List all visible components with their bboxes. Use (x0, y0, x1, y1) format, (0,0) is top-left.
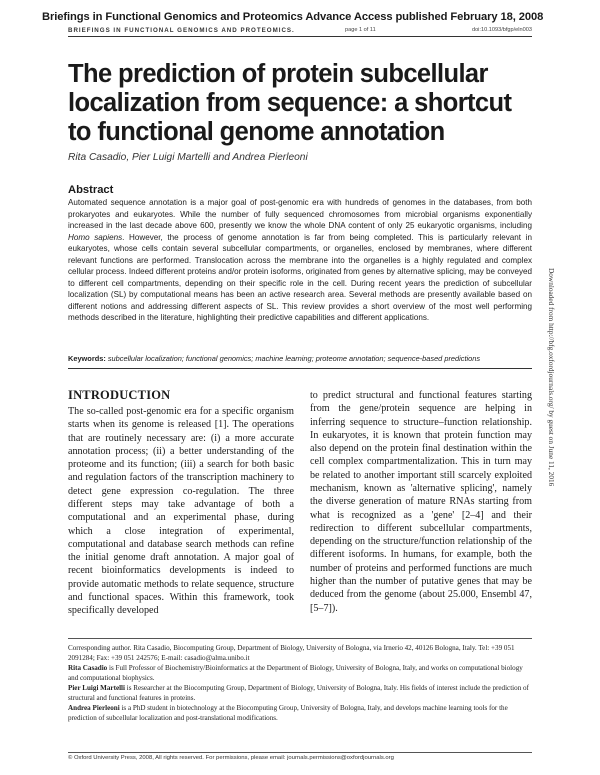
introduction-heading: INTRODUCTION (68, 388, 171, 402)
keywords-list: subcellular localization; functional genomics; machine learning; proteome annotation; sequence-based predictions (107, 354, 481, 363)
running-header-page: page 1 of 11 (345, 27, 376, 33)
abstract-italic-term: Homo sapiens (68, 232, 123, 242)
running-header-journal: BRIEFINGS IN FUNCTIONAL GENOMICS AND PROTEOMICS. (68, 27, 295, 34)
keywords-rule (68, 368, 532, 369)
advance-access-line: Briefings in Functional Genomics and Proteomics Advance Access published February 18, 2008 (42, 11, 544, 23)
introduction-right-column: to predict structural and functional features starting from the gene/protein sequence are helping in inferring sequence to structure–function relationship. In eukaryotes, it is known that protein function may also depend on the protein final destination within the cell complex compartmentalization. This in turn may be related to another important still scarcely exploited mechanism, known as 'alternative splicing', namely the diverse generation of mature RNAs starting from what is recognized as a 'gene' [2–4] and their redirection to different subcellular compartments, depending on the structure/function relationship of the different isoforms. In humans, for example, both the number of proteins and performed functions are much higher than the number of putative genes that may be deduced from the genome (about 25.000, Ensembl 47, [5–7]). (310, 390, 532, 614)
bottom-rule (68, 752, 532, 753)
author-bio (68, 663, 534, 683)
author-bio (68, 683, 534, 703)
article-title: The prediction of protein subcellular localization from sequence: a shortcut to functional genome annotation (68, 60, 512, 146)
footnotes (68, 643, 534, 723)
author-bio-name: Andrea Pierleoni (68, 704, 120, 713)
author-bio-text: is Full Professor of Biochemistry/Bioinformatics at the Department of Biology, University of Bologna, Italy, and works on computational biology and computational biophysics. (68, 664, 523, 683)
abstract-text-part-1: Automated sequence annotation is a major goal of post-genomic era with hundreds of genomes in the databases, from both prokaryotes and eukaryotes. While the number of fully sequenced chromosomes from microbial organisms exponentially increased in the last decade above 600, presently we know the whole DNA content of only 25 eukaryotic organisms, including (68, 198, 532, 231)
author-bio-text: is Researcher at the Biocomputing Group, Department of Biology, University of Bologna, Italy. His fields of interest include the prediction of structural and functional features in proteins. (68, 684, 529, 703)
running-header-doi: doi:10.1093/bfgp/eln003 (471, 27, 532, 33)
author-bio-name: Rita Casadio (68, 664, 108, 673)
corresponding-author-note: Corresponding author. Rita Casadio, Biocomputing Group, Department of Biology, University of Bologna, via Irnerio 42, 40126 Bologna, Italy. Tel: +39 051 2091284; Fax: +39 051 242576; E-mail: casadio@alma.unibo.it (68, 644, 515, 663)
copyright-line: © Oxford University Press, 2008, All rights reserved. For permissions, please email: journals.permissions@oxfordjournals.org (68, 755, 394, 761)
author-bio-text: is a PhD student in biotechnology at the Biocomputing Group, University of Bologna, Italy, and develops machine learning tools for the prediction of subcellular localization and post-translational modifications. (68, 704, 508, 723)
article-authors: Rita Casadio, Pier Luigi Martelli and Andrea Pierleoni (68, 152, 308, 163)
keywords-label: Keywords: (68, 354, 106, 363)
download-watermark-text: Downloaded from http://bfg.oxfordjournals.org/ by guest on June 11, 2016 (547, 268, 556, 487)
header-rule (68, 36, 532, 37)
author-bio-name: Pier Luigi Martelli (68, 684, 125, 693)
introduction-left-column: The so-called post-genomic era for a specific organism starts when its genome is released [1]. The operations that are routinely necessary are: (i) a more accurate annotation process; (ii) a better understanding of the proteome and its function; (iii) a search for both basic and regulation factors of the transcription machinery to detect gene expression co-regulation. The three different steps may take advantage of both a computational and an experimental phase, during which a close integration of experimental, computational and database search methods can refine the initial genome draft annotation. A major goal of recent bioinformatics developments is indeed to provide automatic methods to relate sequence, structure and functional spaces. Within this framework, took specifically developed (68, 406, 294, 617)
author-bio (68, 703, 534, 723)
keywords-line (68, 354, 538, 363)
footnote-rule (68, 638, 532, 639)
abstract-heading: Abstract (68, 184, 114, 196)
download-watermark (547, 268, 568, 528)
abstract-text (68, 197, 532, 324)
abstract-text-part-2: . However, the process of genome annotation is far from being completed. This is particularly relevant in eukaryotes, whose cells contain several subcellular compartments, or organelles, enclosed by membranes, where different relevant functions are performed. Translocation across the membrane into the organelles is a highly regulated and complex cellular process. Indeed different proteins and/or protein isoforms, originated from genes by alternative splicing, may be conveyed to different cell compartments, depending on their specific role in the cell. During recent years the prediction of subcellular localization (SL) by computational means has been an active research area. Several methods are presently available based on different notions and addressing different aspects of SL. This review provides a short overview of the most well performing methods described in the literature, highlighting their predictive capabilities and different applications. (68, 232, 532, 323)
